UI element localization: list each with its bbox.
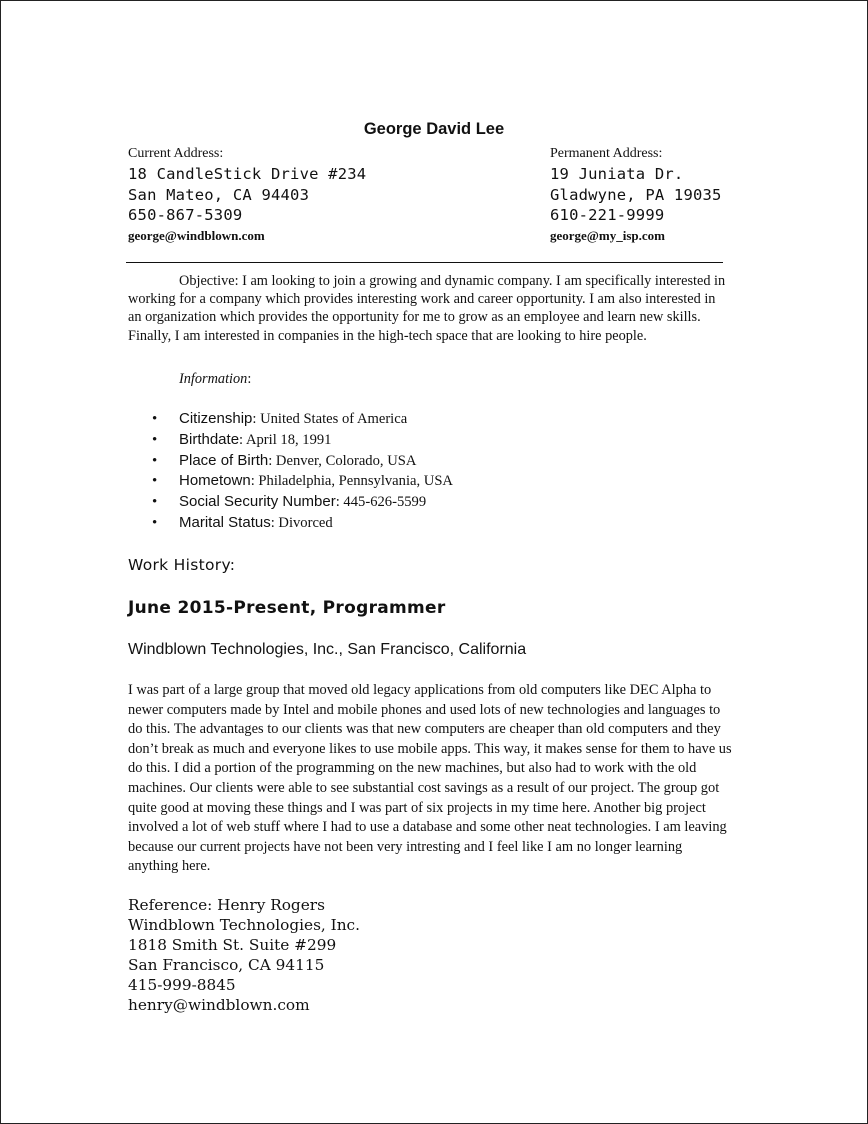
info-value: : Philadelphia, Pennsylvania, USA xyxy=(250,473,453,490)
bullet-icon: • xyxy=(152,514,158,531)
reference-company: Windblown Technologies, Inc. xyxy=(128,916,360,934)
info-label: Social Security Number xyxy=(179,493,336,511)
permanent-address-phone: 610-221-9999 xyxy=(550,206,665,224)
info-value: : United States of America xyxy=(252,411,408,427)
current-address-street: 18 CandleStick Drive #234 xyxy=(128,165,367,183)
info-label: Birthdate xyxy=(179,430,240,448)
permanent-address-label: Permanent Address: xyxy=(550,146,663,161)
information-heading-colon: : xyxy=(247,371,252,387)
header-divider xyxy=(126,262,723,263)
info-value: : Denver, Colorado, USA xyxy=(268,452,417,469)
reference-phone: 415-999-8845 xyxy=(128,976,236,994)
resume-name: George David Lee xyxy=(363,120,505,138)
job-description: I was part of a large group that moved old legacy applications from old computers like DEC Alpha to newer computers made by Intel and mobile phones and used lots of new technologies and languages to do this. The advantages to our clients was that new computers are cheaper than old computers and they don’t break as much and everyone likes to use mobile apps. This way, it makes sense for them to have us do this. I did a portion of the programming on the new machines, but also had to work with the old machines. Our clients were able to see substantial cost savings as a result of our project. The group got quite good at moving these things and I was part of six projects in my time here. Another big project involved a lot of web stuff where I had to use a database and some other neat technologies. I am leaving because our current projects have not been very intresting and I feel like I am no longer learning anything here. xyxy=(128,682,732,875)
permanent-address-street: 19 Juniata Dr. xyxy=(550,165,684,183)
info-value: : Divorced xyxy=(270,514,333,531)
work-history-heading: Work History: xyxy=(128,556,236,574)
bullet-icon: • xyxy=(152,431,158,448)
bullet-icon: • xyxy=(152,411,158,427)
information-heading xyxy=(179,371,251,388)
current-address-email: george@windblown.com xyxy=(128,228,265,243)
info-value: : 445-626-5599 xyxy=(335,494,427,511)
current-address-label: Current Address: xyxy=(128,146,224,161)
company-line: Windblown Technologies, Inc., San Francisco, California xyxy=(128,641,527,658)
reference-name: Reference: Henry Rogers xyxy=(128,896,325,914)
info-label: Hometown xyxy=(179,472,251,490)
permanent-address-email: george@my_isp.com xyxy=(550,228,665,243)
reference-street: 1818 Smith St. Suite #299 xyxy=(128,936,337,954)
info-label: Marital Status xyxy=(179,513,271,531)
current-address-phone: 650-867-5309 xyxy=(128,206,243,224)
bullet-icon: • xyxy=(152,494,158,511)
bullet-icon: • xyxy=(152,473,158,490)
objective-paragraph: Objective: I am looking to join a growing and dynamic company. I am specifically interested in working for a company which provides interesting work and career opportunity. I am also interested in an organization which provides the opportunity for me to grow as an employee and learn new skills. Finally, I am interested in companies in the high-tech space that are looking to hire people. xyxy=(128,273,726,344)
info-label: Citizenship xyxy=(179,410,253,427)
job-title: June 2015-Present, Programmer xyxy=(128,598,446,618)
reference-email: henry@windblown.com xyxy=(128,996,310,1014)
information-heading-text: Information xyxy=(179,371,248,387)
info-value: : April 18, 1991 xyxy=(239,431,332,448)
bullet-icon: • xyxy=(152,452,158,469)
reference-city: San Francisco, CA 94115 xyxy=(128,956,325,974)
info-label: Place of Birth xyxy=(179,451,269,469)
permanent-address-city: Gladwyne, PA 19035 xyxy=(550,186,722,204)
current-address-city: San Mateo, CA 94403 xyxy=(128,186,310,204)
